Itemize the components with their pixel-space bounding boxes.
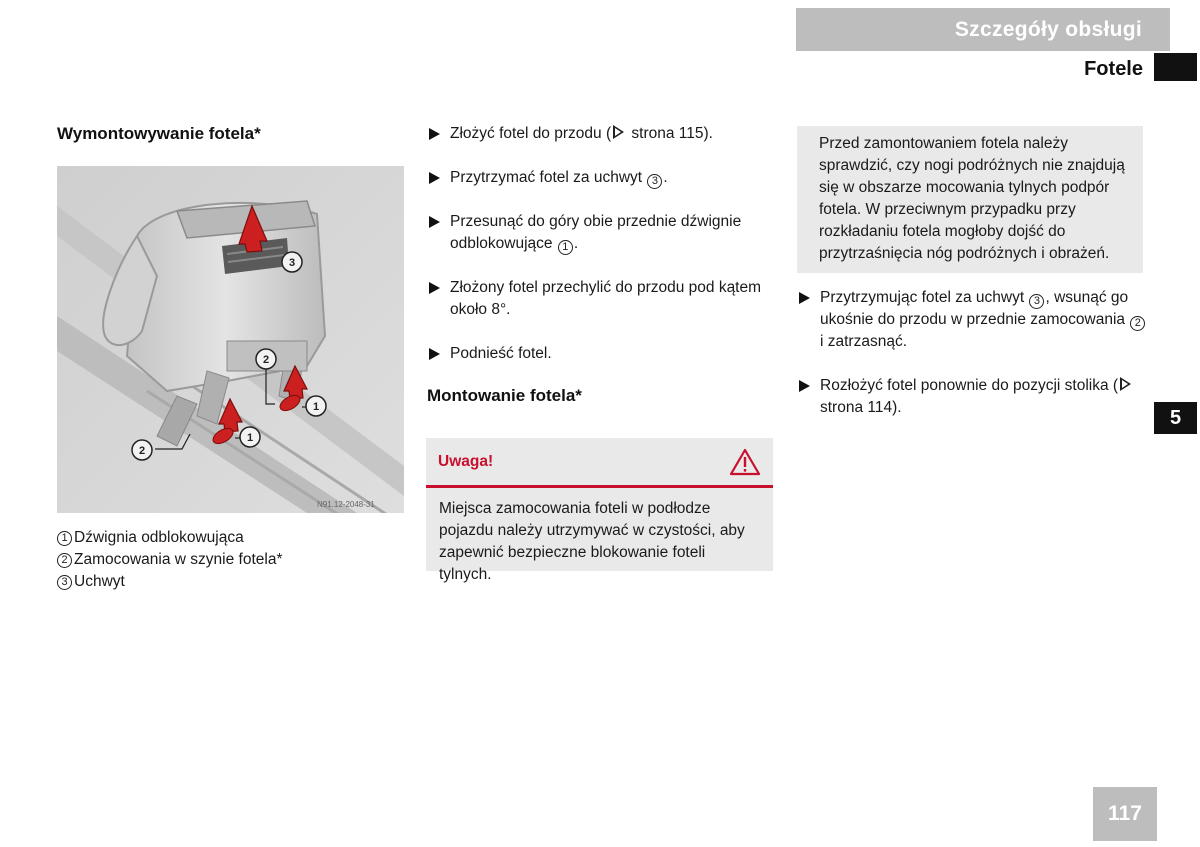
callout-number: 2: [1130, 316, 1145, 331]
callout-number: 3: [1029, 294, 1044, 309]
svg-text:1: 1: [246, 432, 254, 444]
step-text: .: [663, 169, 668, 186]
step-text: strona 114).: [820, 399, 902, 416]
legend-item: [57, 549, 283, 571]
section-header: [796, 8, 1170, 51]
chapter-title: Fotele: [1084, 58, 1143, 80]
figure-code: N91.12-2048-31: [317, 500, 375, 509]
warning-text: Miejsca zamocowania foteli w podłodze pojazdu należy utrzymywać w czystości, aby zapewnić bezpieczne blokowanie foteli tylnych.: [439, 500, 745, 583]
step-text: Przytrzymując fotel za uchwyt: [820, 289, 1029, 306]
instruction-step: [427, 167, 782, 189]
instruction-step: [427, 277, 782, 321]
svg-text:2: 2: [262, 354, 270, 366]
svg-text:1: 1: [312, 401, 320, 413]
bullet-arrow-icon: [429, 128, 440, 140]
legend-number: 2: [57, 553, 72, 568]
chapter-marker: [1154, 53, 1197, 81]
warning-box: [426, 438, 773, 583]
seat-removal-illustration: [57, 166, 404, 513]
callout-3: [282, 252, 302, 272]
step-text: Podnieść fotel.: [450, 345, 552, 362]
note-box: Przed zamontowaniem fotela należy sprawdzić, czy nogi podróżnych nie znajdują się w obszarze mocowania tylnych podpór fotela. W przeciwnym przypadku przy rozkładaniu fotela mogłoby dojść do przytrzaśnięcia nóg podróżnych i obrażeń.: [797, 126, 1143, 273]
chapter-tab: 5: [1154, 402, 1197, 434]
step-text: .: [573, 235, 579, 252]
svg-text:2: 2: [138, 445, 146, 457]
callout-1: [240, 427, 260, 447]
step-text: , wsunąć go ukośnie do przodu w przednie zamocowania: [820, 289, 1130, 328]
legend-item: [57, 571, 283, 593]
step-text: strona 115).: [627, 125, 713, 142]
instruction-step: [427, 343, 782, 365]
instruction-step: [797, 375, 1152, 419]
legend-text: Zamocowania w szynie fotela*: [74, 551, 283, 568]
removal-steps: [427, 123, 782, 387]
instruction-step: [427, 123, 782, 145]
instruction-step: [427, 211, 782, 255]
page-reference-icon: [613, 125, 624, 139]
page-number: 117: [1093, 787, 1157, 841]
warning-title: Uwaga!: [438, 452, 494, 470]
step-text: Złożony fotel przechylić do przodu pod kątem około 8°.: [450, 279, 762, 318]
section-heading-remove: Wymontowywanie fotela*: [57, 124, 261, 143]
bullet-arrow-icon: [799, 292, 810, 304]
warning-header: [426, 438, 773, 488]
step-text: Złożyć fotel do przodu (: [450, 125, 612, 142]
step-text: i zatrzasnąć.: [820, 333, 908, 350]
legend-item: [57, 527, 283, 549]
legend-text: Uchwyt: [74, 573, 125, 590]
bullet-arrow-icon: [429, 282, 440, 294]
callout-number: 3: [647, 174, 662, 189]
callout-1: [306, 396, 326, 416]
mounting-steps: [797, 287, 1152, 441]
step-text: Przytrzymać fotel za uchwyt: [450, 169, 647, 186]
section-heading-mount: Montowanie fotela*: [427, 386, 582, 405]
page-reference-icon: [1120, 377, 1131, 391]
bullet-arrow-icon: [429, 172, 440, 184]
step-text: Przesunąć do góry obie przednie dźwignie odblokowujące: [450, 213, 742, 252]
legend-number: 3: [57, 575, 72, 590]
callout-2: [132, 440, 152, 460]
bullet-arrow-icon: [799, 380, 810, 392]
bullet-arrow-icon: [429, 348, 440, 360]
instruction-step: [797, 287, 1152, 353]
legend-text: Dźwignia odblokowująca: [74, 529, 244, 546]
step-text: Rozłożyć fotel ponownie do pozycji stolika (: [820, 377, 1119, 394]
legend-number: 1: [57, 531, 72, 546]
seat-illustration-svg: [57, 166, 404, 513]
bullet-arrow-icon: [429, 216, 440, 228]
section-title: Szczegóły obsługi: [954, 17, 1142, 41]
svg-text:3: 3: [288, 257, 296, 269]
callout-2: [256, 349, 276, 369]
callout-number: 1: [558, 240, 573, 255]
figure-legend: [57, 527, 283, 593]
warning-triangle-icon: [729, 448, 761, 476]
